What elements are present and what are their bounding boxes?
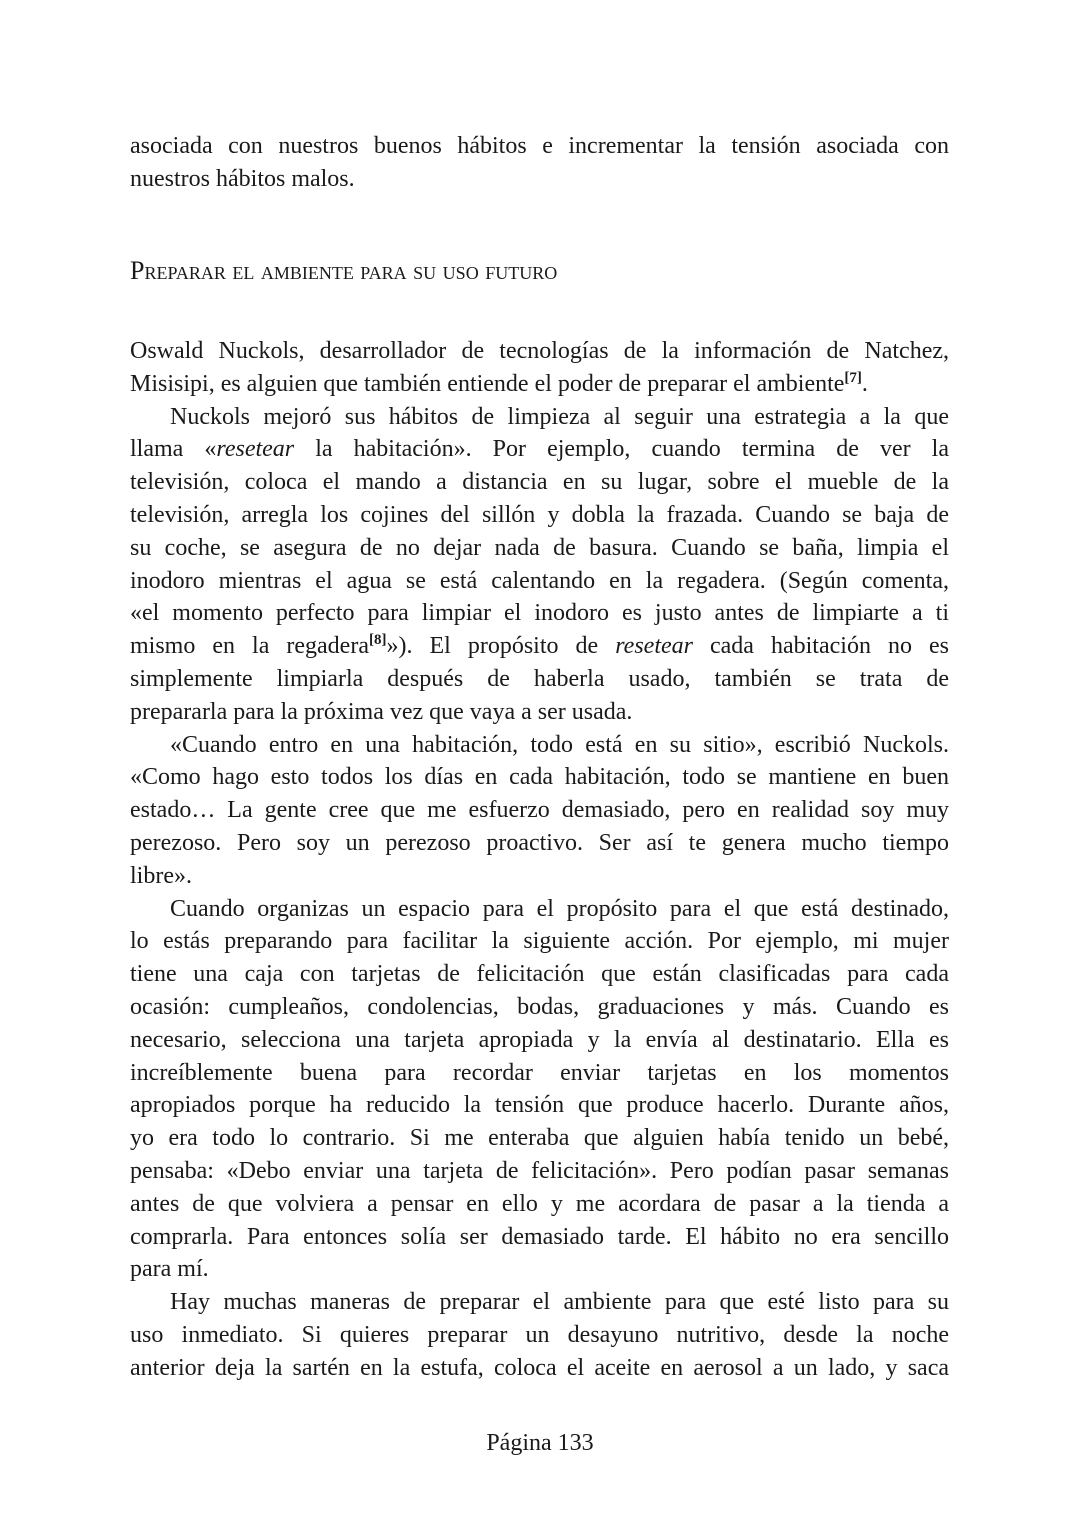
- text-run: perezoso. Pero soy un perezoso proactivo. Ser así te genera mucho tiempo: [130, 829, 949, 856]
- text-run: necesario, selecciona una tarjeta apropiada y la envía al destinatario. Ella es: [130, 1026, 949, 1053]
- text-run: .: [861, 370, 868, 397]
- text-run: Hay muchas maneras de preparar el ambiente para que esté listo para su: [170, 1289, 949, 1316]
- text-run: su coche, se asegura de no dejar nada de basura. Cuando se baña, limpia el: [130, 534, 949, 561]
- text-line: [130, 925, 949, 958]
- italic-text: resetear: [216, 436, 295, 463]
- text-run: mismo en la regadera: [130, 633, 369, 660]
- text-line: [130, 163, 949, 196]
- text-run: antes de que volviera a pensar en ello y me acordara de pasar a la tienda a: [130, 1190, 949, 1217]
- text-line: [130, 368, 949, 401]
- text-run: para mí.: [130, 1256, 209, 1283]
- text-line: [130, 1253, 949, 1286]
- text-line: [130, 1286, 949, 1319]
- text-line: [130, 958, 949, 991]
- text-run: «el momento perfecto para limpiar el inodoro es justo antes de limpiarte a ti: [130, 600, 949, 627]
- text-line: [130, 1057, 949, 1090]
- footnote-reference[interactable]: [7]: [844, 369, 862, 386]
- text-line: [130, 893, 949, 926]
- text-run: prepararla para la próxima vez que vaya a ser usada.: [130, 698, 633, 725]
- text-line: [130, 130, 949, 163]
- text-run: uso inmediato. Si quieres preparar un desayuno nutritivo, desde la noche: [130, 1321, 949, 1348]
- text-run: inodoro mientras el agua se está calentando en la regadera. (Según comenta,: [130, 567, 949, 594]
- text-run: tiene una caja con tarjetas de felicitación que están clasificadas para cada: [130, 961, 949, 988]
- text-run: Cuando organizas un espacio para el propósito para el que está destinado,: [170, 895, 949, 922]
- paragraph: [130, 729, 949, 893]
- text-run: ocasión: cumpleaños, condolencias, bodas, graduaciones y más. Cuando es: [130, 993, 949, 1020]
- text-line: [130, 696, 949, 729]
- text-line: [130, 433, 949, 466]
- text-line: [130, 401, 949, 434]
- paragraph: [130, 335, 949, 401]
- text-line: [130, 1089, 949, 1122]
- page-number: Página 133: [486, 1430, 594, 1456]
- text-line: [130, 565, 949, 598]
- section-heading: Preparar el ambiente para su uso futuro: [130, 256, 558, 285]
- text-line: [130, 1188, 949, 1221]
- text-line: [130, 1221, 949, 1254]
- text-run: Misisipi, es alguien que también entiende el poder de preparar el ambiente: [130, 370, 845, 397]
- text-run: televisión, arregla los cojines del sillón y dobla la frazada. Cuando se baja de: [130, 501, 949, 528]
- text-run: pensaba: «Debo enviar una tarjeta de felicitación». Pero podían pasar semanas: [130, 1157, 949, 1184]
- text-run: la habitación». Por ejemplo, cuando termina de ver la: [294, 436, 949, 463]
- text-line: [130, 1319, 949, 1352]
- paragraph: [130, 1286, 949, 1384]
- text-line: [130, 1352, 949, 1385]
- text-line: [130, 466, 949, 499]
- text-line: [130, 630, 949, 663]
- text-run: anterior deja la sartén en la estufa, coloca el aceite en aerosol a un lado, y saca: [130, 1354, 949, 1381]
- text-run: llama «: [130, 436, 217, 463]
- text-run: «Como hago esto todos los días en cada habitación, todo se mantiene en buen: [130, 764, 949, 791]
- text-line: [130, 991, 949, 1024]
- text-run: cada habitación no es: [692, 633, 949, 660]
- text-run: televisión, coloca el mando a distancia en su lugar, sobre el mueble de la: [130, 469, 949, 496]
- text-run: «Cuando entro en una habitación, todo está en su sitio», escribió Nuckols.: [170, 731, 949, 758]
- text-line: [130, 1122, 949, 1155]
- text-run: simplemente limpiarla después de haberla usado, también se trata de: [130, 665, 949, 692]
- text-line: [130, 761, 949, 794]
- text-line: [130, 1024, 949, 1057]
- text-line: [130, 335, 949, 368]
- text-line: [130, 860, 949, 893]
- text-line: [130, 827, 949, 860]
- italic-text: resetear: [615, 633, 693, 660]
- text-line: [130, 729, 949, 762]
- text-run: increíblemente buena para recordar enviar tarjetas en los momentos: [130, 1059, 949, 1086]
- paragraph: [130, 893, 949, 1287]
- text-run: »). El propósito de: [386, 633, 616, 660]
- text-run: Nuckols mejoró sus hábitos de limpieza al seguir una estrategia a la que: [170, 403, 949, 430]
- text-line: [130, 663, 949, 696]
- text-run: asociada con nuestros buenos hábitos e incrementar la tensión asociada con: [130, 133, 949, 159]
- text-run: libre».: [130, 862, 192, 889]
- text-line: [130, 597, 949, 630]
- text-run: estado… La gente cree que me esfuerzo demasiado, pero en realidad soy muy: [130, 797, 949, 824]
- text-run: lo estás preparando para facilitar la siguiente acción. Por ejemplo, mi mujer: [130, 928, 949, 955]
- paragraph: [130, 130, 949, 196]
- footnote-reference[interactable]: [8]: [368, 632, 387, 649]
- text-run: Oswald Nuckols, desarrollador de tecnologías de la información de Natchez,: [130, 338, 949, 364]
- body-text: [130, 335, 949, 1385]
- text-run: nuestros hábitos malos.: [130, 165, 355, 192]
- text-run: apropiados porque ha reducido la tensión que produce hacerlo. Durante años,: [130, 1092, 949, 1119]
- text-line: [130, 1155, 949, 1188]
- text-line: [130, 499, 949, 532]
- text-line: [130, 794, 949, 827]
- text-run: comprarla. Para entonces solía ser demasiado tarde. El hábito no era sencillo: [130, 1223, 949, 1250]
- text-run: yo era todo lo contrario. Si me enteraba que alguien había tenido un bebé,: [130, 1125, 949, 1152]
- paragraph: [130, 401, 949, 729]
- intro-paragraph: [130, 130, 949, 196]
- text-line: [130, 532, 949, 565]
